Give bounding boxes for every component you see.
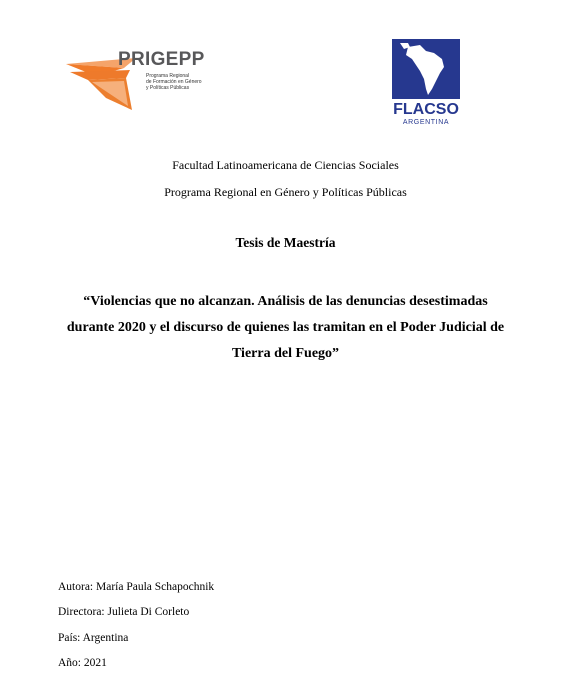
prigepp-subtitle: Programa Regional de Formación en Género y Políticas Públicas (146, 73, 202, 91)
flacso-country: ARGENTINA (402, 119, 450, 126)
flacso-logo (386, 37, 466, 129)
thesis-title (50, 289, 521, 367)
prigepp-logo (66, 46, 216, 112)
thesis-title-line: Tierra del Fuego” (231, 346, 340, 361)
director-line: Directora: Julieta Di Corleto (58, 606, 190, 618)
author-line: Autora: María Paula Schapochnik (58, 581, 215, 593)
institution-name: Facultad Latinoamericana de Ciencias Sociales (172, 158, 399, 172)
latin-america-map-icon (386, 37, 466, 99)
country-line: País: Argentina (58, 632, 129, 644)
year-line: Año: 2021 (58, 657, 107, 669)
document-type: Tesis de Maestría (235, 235, 336, 250)
prigepp-wordmark: PRIGEPP (118, 49, 205, 70)
flacso-wordmark: FLACSO (393, 101, 459, 118)
thesis-title-line: durante 2020 y el discurso de quienes las tramitan en el Poder Judicial de (66, 320, 505, 335)
thesis-title-line: “Violencias que no alcanzan. Análisis de las denuncias desestimadas (83, 294, 488, 309)
program-name: Programa Regional en Género y Políticas Públicas (164, 185, 407, 199)
